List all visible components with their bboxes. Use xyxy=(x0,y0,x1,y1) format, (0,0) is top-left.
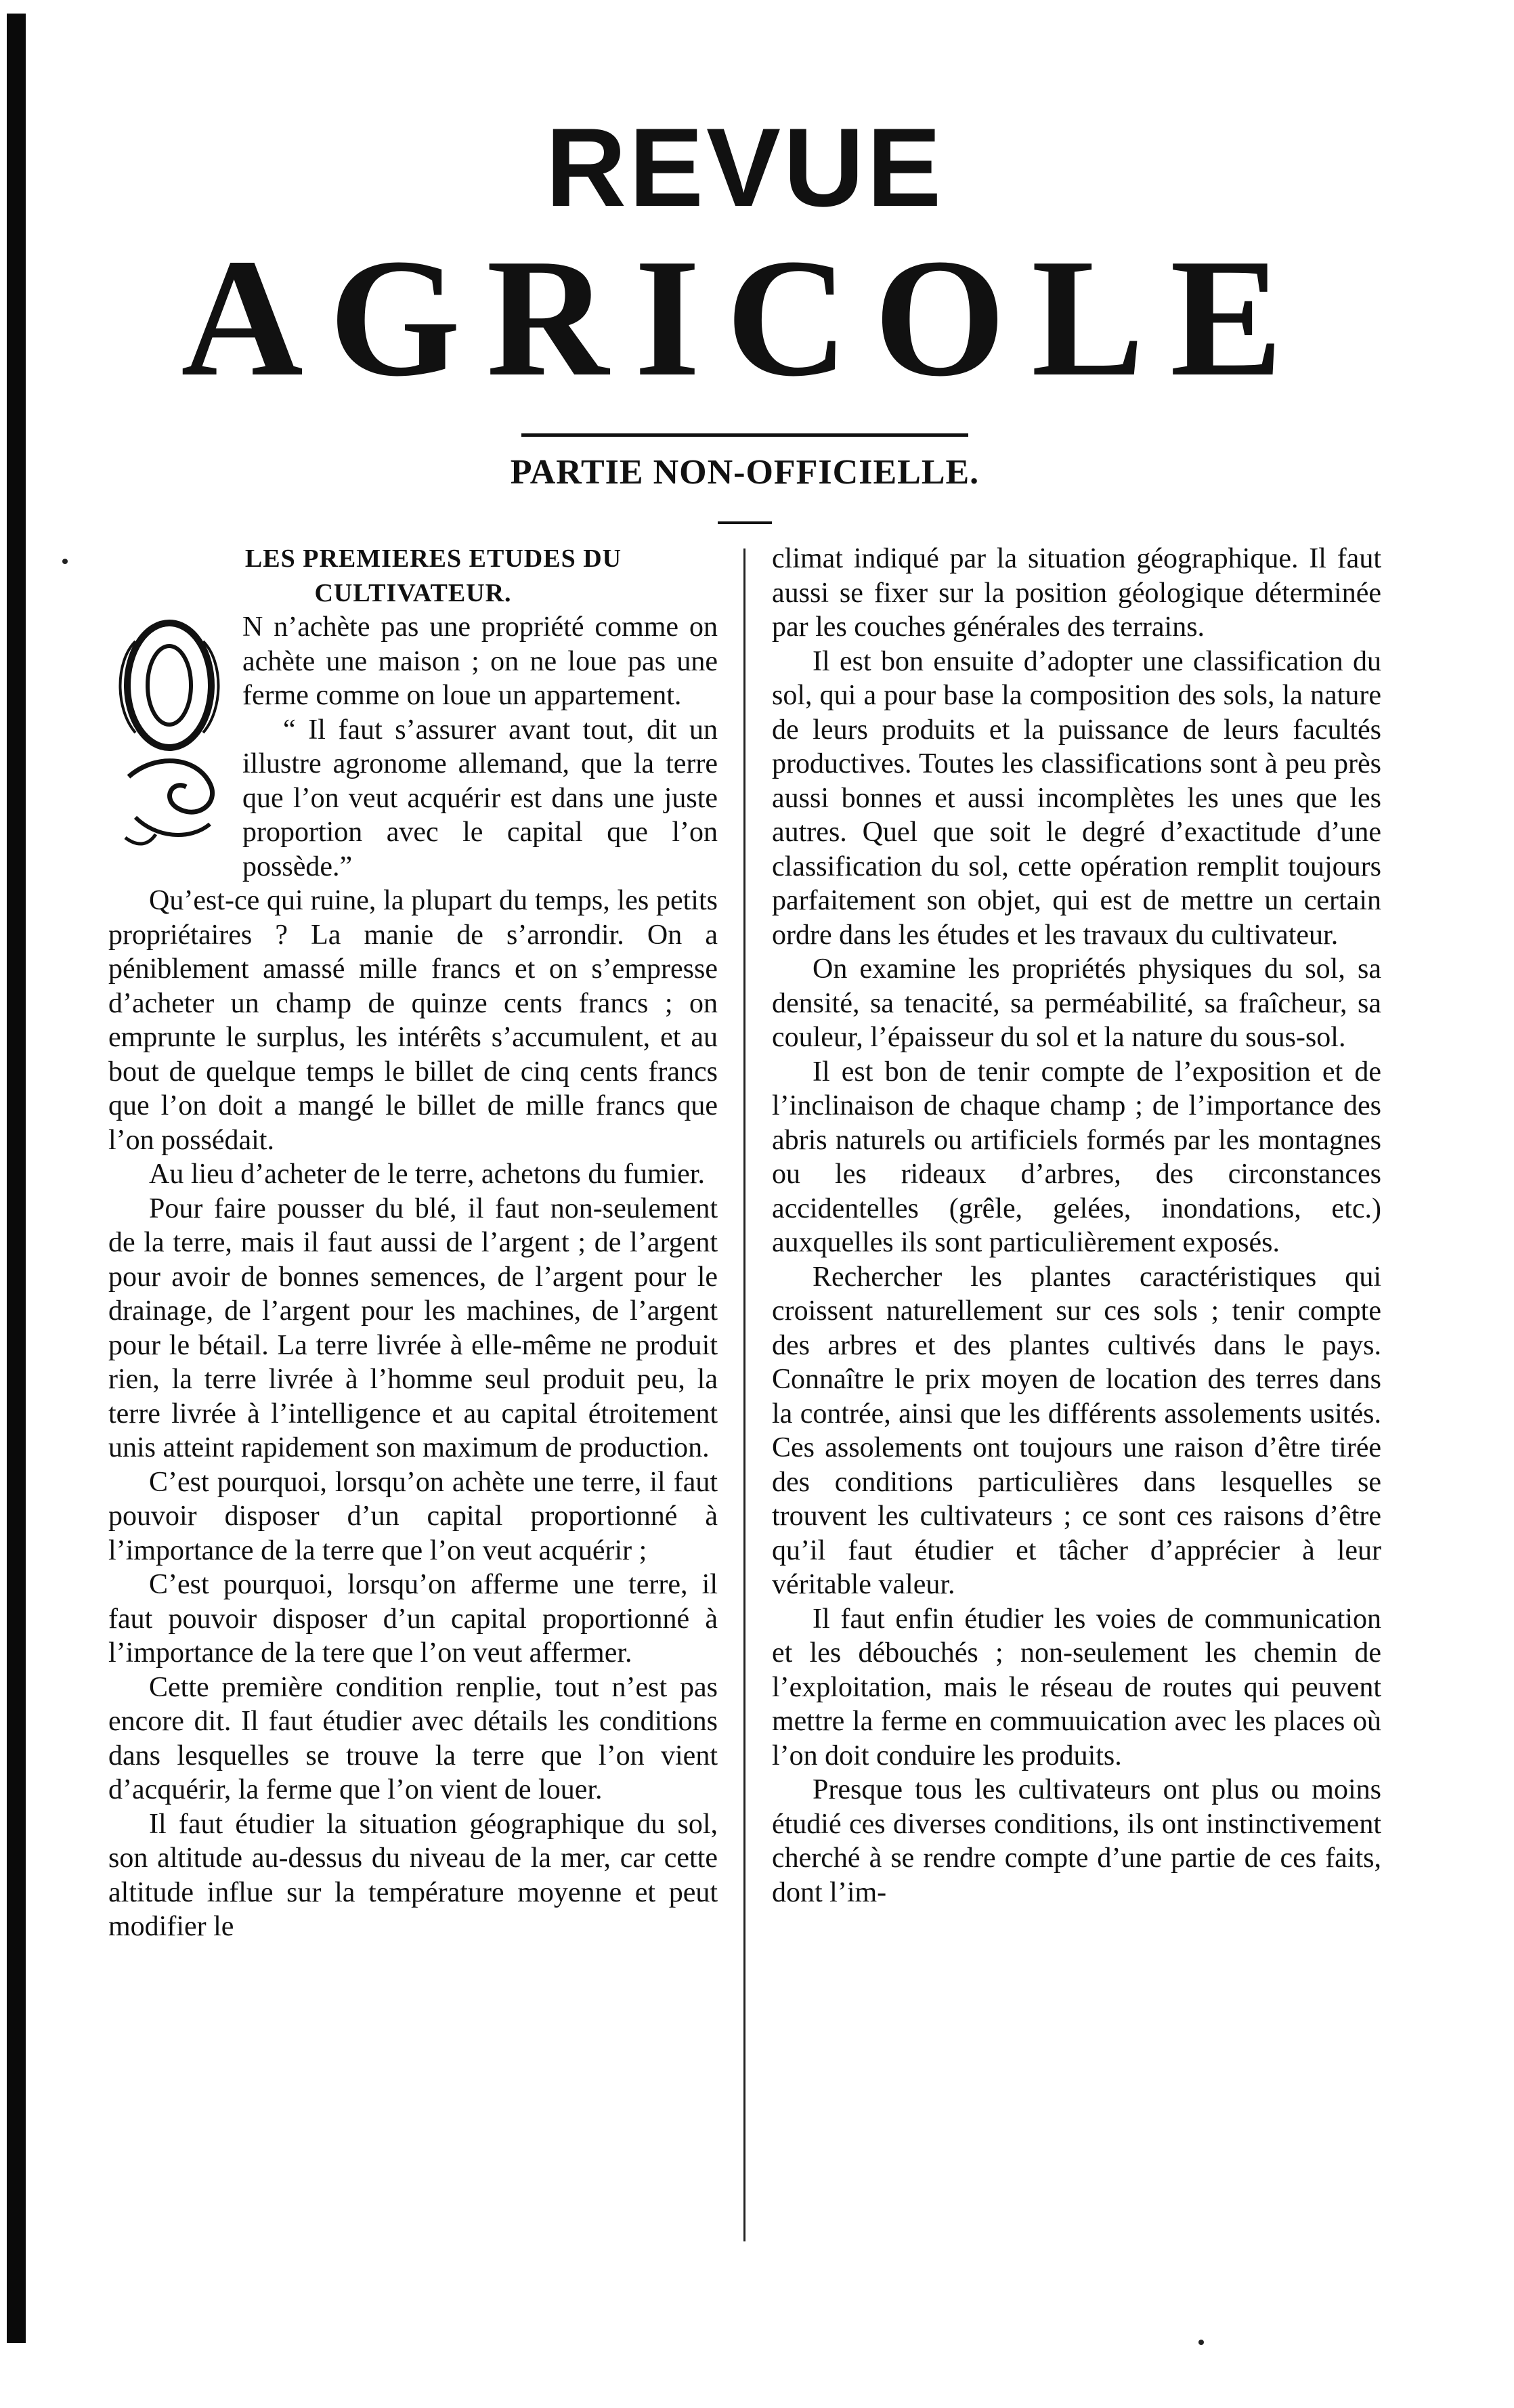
ornamental-initial-icon xyxy=(108,614,230,858)
section-rule xyxy=(718,521,772,524)
paragraph: Presque tous les cultivateurs ont plus ou moins étudié ces diverses conditions, ils ont instinctivement cherché à se rendre compte d’une partie de ces faits, dont l’im- xyxy=(772,1774,1381,1908)
paragraph: Il faut enfin étudier les voies de communication et les débouchés ; non-seulement les chemin de l’exploitation, mais le réseau de routes qui peuvent mettre la ferme en commuuication avec les places où l’on doit conduire les produits. xyxy=(772,1603,1381,1771)
section-heading: PARTIE NON-OFFICIELLE. xyxy=(510,453,980,492)
paragraph: N n’achète pas une propriété comme on achète une maison ; on ne loue pas une ferme comme on loue un appartement. xyxy=(242,611,718,711)
masthead-title: AGRICOLE xyxy=(181,224,1309,412)
paragraph: On examine les propriétés physiques du sol, sa densité, sa tenacité, sa perméabilité, sa fraîcheur, sa couleur, l’épaisseur du sol et la nature du sous-sol. xyxy=(772,953,1381,1053)
masthead-top: REVUE xyxy=(545,105,945,230)
print-speck xyxy=(62,559,68,564)
column-divider xyxy=(743,549,745,2241)
article-column-left xyxy=(108,542,718,1944)
paragraph: Il est bon de tenir compte de l’exposition et de l’inclinaison de chaque champ ; de l’importance des abris naturels ou artificiels formés par les montagnes ou les rideaux d’arbres, des circonstances accidentelles (grêle, gelées, inondations, etc.) auxquelles ils sont particulièrement exposés. xyxy=(772,1056,1381,1258)
paragraph: Qu’est-ce qui ruine, la plupart du temps, les petits propriétaires ? La manie de s’arrondir. On a péniblement amassé mille francs et on s’empresse d’acheter un champ de quinze cents francs ; on emprunte le surplus, les intérêts s’accumulent, et au bout de quelque temps le billet de cinq cents francs que l’on doit a mangé le billet de mille francs que l’on possédait. xyxy=(108,885,718,1156)
paragraph: Il faut étudier la situation géographique du sol, son altitude au-dessus du niveau de la mer, car cette altitude influe sur la température moyenne et peut modifier le xyxy=(108,1808,718,1942)
print-speck xyxy=(1198,2340,1204,2345)
masthead-rule xyxy=(521,433,968,437)
article-title: LES PREMIERES ETUDES DU CULTIVATEUR. xyxy=(244,544,622,607)
paragraph: Il est bon ensuite d’adopter une classification du sol, qui a pour base la composition des sols, la nature de leurs produits et la puissance de leurs facultés productives. Toutes les classifications sont à peu près aussi bonnes et aussi incomplètes les unes que les autres. Quel que soit le degré d’exactitude d’une classification du sol, cette opération remplit toujours parfaitement son objet, qui est de mettre un certain ordre dans les études et les travaux du cultivateur. xyxy=(772,645,1381,951)
paragraph: C’est pourquoi, lorsqu’on afferme une terre, il faut pouvoir disposer d’un capital proportionné à l’importance de la tere que l’on veut affermer. xyxy=(108,1569,718,1669)
newspaper-page xyxy=(108,0,1381,2408)
paragraph: Au lieu d’acheter de le terre, achetons du fumier. xyxy=(149,1159,705,1190)
paragraph: Cette première condition renplie, tout n’est pas encore dit. Il faut étudier avec détails les conditions dans lesquelles se trouve la terre que l’on vient d’acquérir, la ferme que l’on vient de louer. xyxy=(108,1671,718,1805)
paragraph: C’est pourquoi, lorsqu’on achète une terre, il faut pouvoir disposer d’un capital proportionné à l’importance de la terre que l’on veut acquérir ; xyxy=(108,1466,718,1566)
scan-edge-shadow xyxy=(7,14,26,2343)
article-column-right xyxy=(772,542,1381,1910)
paragraph: “ Il faut s’assurer avant tout, dit un illustre agronome allemand, que la terre que l’on veut acquérir est dans une juste proportion avec le capital que l’on possède.” xyxy=(242,714,718,882)
paragraph: climat indiqué par la situation géographique. Il faut aussi se fixer sur la position géologique déterminée par les couches générales des terrains. xyxy=(772,543,1381,643)
paragraph: Pour faire pousser du blé, il faut non-seulement de la terre, mais il faut aussi de l’argent ; de l’argent pour avoir de bonnes semences, de l’argent pour le drainage, de l’argent pour les machines, de l’argent pour le bétail. La terre livrée à elle-même ne produit rien, la terre livrée à l’homme seul produit peu, la terre livrée à l’intelligence et au capital étroitement unis atteint rapidement son maximum de production. xyxy=(108,1192,718,1463)
paragraph: Rechercher les plantes caractéristiques qui croissent naturellement sur ces sols ; tenir compte des arbres et des plantes cultivés dans le pays. Connaître le prix moyen de location des terres dans la contrée, ainsi que les différents assolements usités. Ces assolements ont toujours une raison d’être tirée des conditions particulières dans lesquelles se trouvent les cultivateurs ; ce sont ces raisons d’être qu’il faut étudier et tâcher d’apprécier à leur véritable valeur. xyxy=(772,1261,1381,1600)
